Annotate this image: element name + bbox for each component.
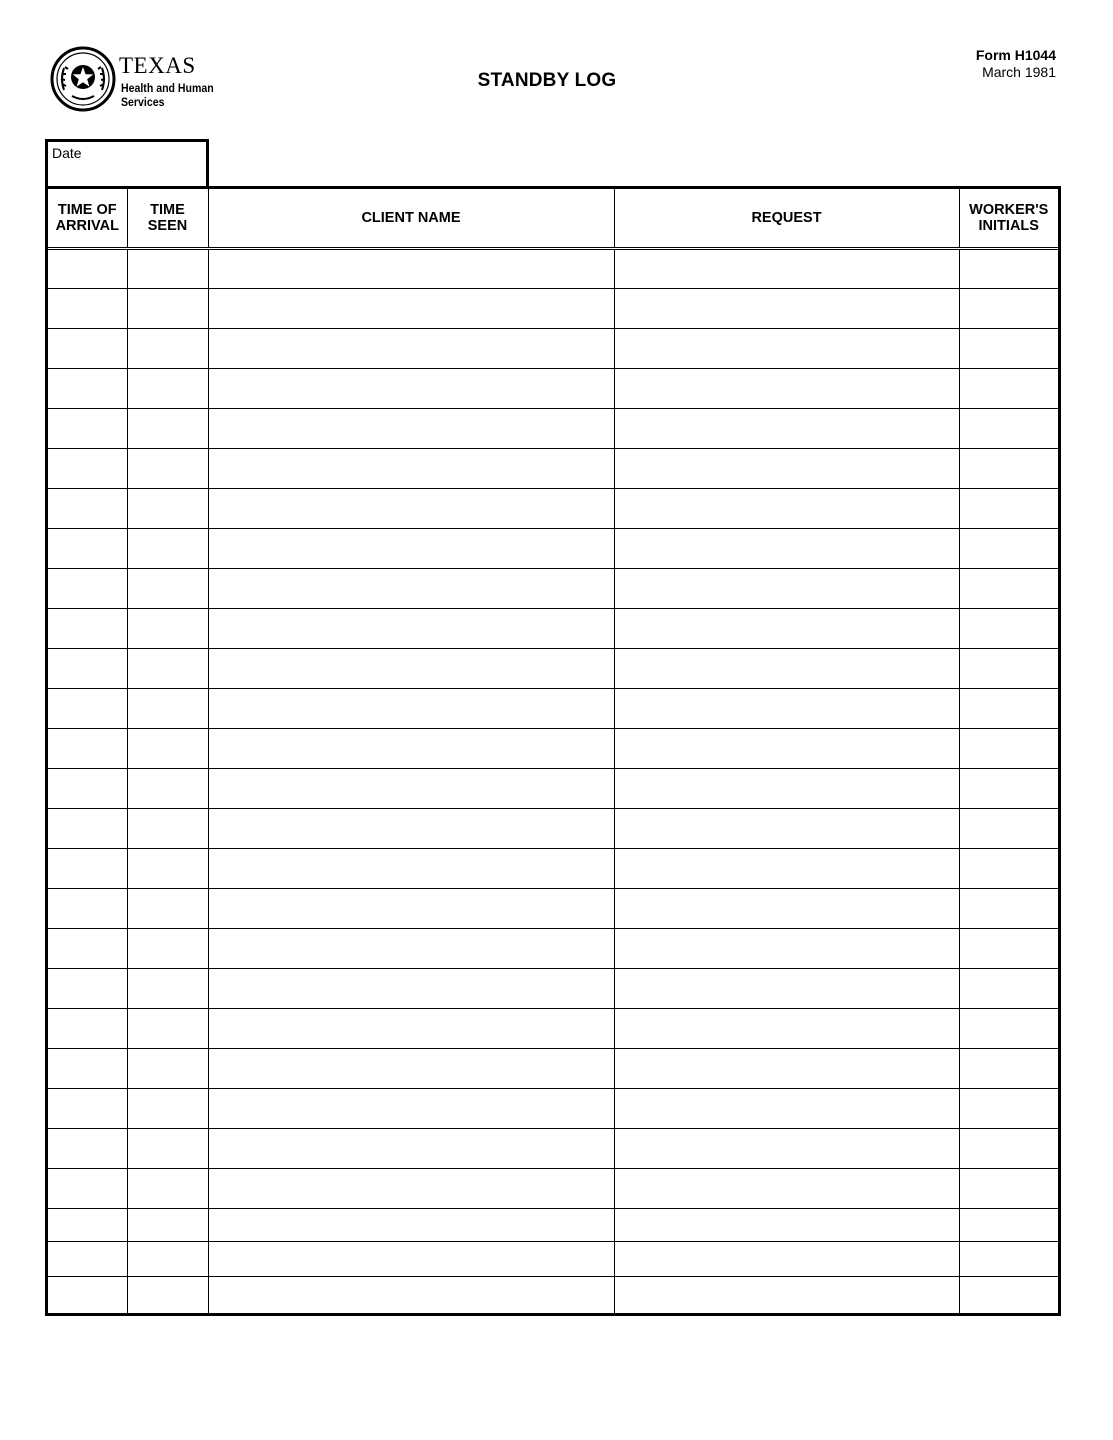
table-row [48,288,1058,328]
client-name-cell[interactable] [208,608,614,648]
client-name-cell[interactable] [208,888,614,928]
table-row [48,608,1058,648]
table-row [48,848,1058,888]
request-cell[interactable] [614,1088,959,1128]
time-seen-cell[interactable] [127,768,208,808]
table-row [48,328,1058,368]
column-header-time-seen: TIME SEEN [127,189,208,248]
time-seen-cell[interactable] [127,448,208,488]
client-name-cell[interactable] [208,408,614,448]
request-cell[interactable] [614,248,959,288]
client-name-cell[interactable] [208,1241,614,1276]
time-seen-cell[interactable] [127,288,208,328]
time-of-arrival-cell[interactable] [48,368,127,408]
logo-subtitle-line1: Health and Human [121,81,214,95]
request-cell[interactable] [614,1128,959,1168]
request-cell[interactable] [614,368,959,408]
time-seen-cell[interactable] [127,1276,208,1316]
table-row [48,1008,1058,1048]
time-seen-cell[interactable] [127,968,208,1008]
client-name-cell[interactable] [208,568,614,608]
time-seen-cell[interactable] [127,528,208,568]
table-row [48,1168,1058,1208]
request-cell[interactable] [614,328,959,368]
workers-initials-cell[interactable] [959,688,1058,728]
time-seen-cell[interactable] [127,1241,208,1276]
workers-initials-cell[interactable] [959,968,1058,1008]
workers-initials-cell[interactable] [959,248,1058,288]
table-row [48,408,1058,448]
client-name-cell[interactable] [208,488,614,528]
workers-initials-cell[interactable] [959,928,1058,968]
time-of-arrival-cell[interactable] [48,248,127,288]
table-row [48,808,1058,848]
workers-initials-cell[interactable] [959,488,1058,528]
client-name-cell[interactable] [208,368,614,408]
column-header-time-of-arrival: TIME OF ARRIVAL [48,189,127,248]
workers-initials-cell[interactable] [959,608,1058,648]
log-table-frame [45,186,1061,1316]
time-of-arrival-cell[interactable] [48,488,127,528]
workers-initials-cell[interactable] [959,1241,1058,1276]
client-name-cell[interactable] [208,648,614,688]
time-of-arrival-cell[interactable] [48,608,127,648]
workers-initials-cell[interactable] [959,408,1058,448]
table-row [48,1048,1058,1088]
table-row [48,488,1058,528]
time-of-arrival-cell[interactable] [48,1008,127,1048]
time-of-arrival-cell[interactable] [48,728,127,768]
request-cell[interactable] [614,1241,959,1276]
client-name-cell[interactable] [208,1128,614,1168]
form-identifier [976,47,1056,81]
column-header-client-name: CLIENT NAME [208,189,614,248]
table-row [48,368,1058,408]
request-cell[interactable] [614,1168,959,1208]
workers-initials-cell[interactable] [959,1276,1058,1316]
time-seen-cell[interactable] [127,1128,208,1168]
table-row [48,1128,1058,1168]
time-of-arrival-cell[interactable] [48,928,127,968]
client-name-cell[interactable] [208,528,614,568]
time-seen-cell[interactable] [127,648,208,688]
request-cell[interactable] [614,608,959,648]
client-name-cell[interactable] [208,968,614,1008]
workers-initials-cell[interactable] [959,648,1058,688]
client-name-cell[interactable] [208,928,614,968]
column-header-workers-initials: WORKER'S INITIALS [959,189,1058,248]
request-cell[interactable] [614,288,959,328]
form-date: March 1981 [982,64,1056,80]
time-seen-cell[interactable] [127,848,208,888]
request-cell[interactable] [614,568,959,608]
time-of-arrival-cell[interactable] [48,848,127,888]
client-name-cell[interactable] [208,1276,614,1316]
logo-title: TEXAS [119,53,196,78]
time-seen-cell[interactable] [127,1048,208,1088]
client-name-cell[interactable] [208,328,614,368]
workers-initials-cell[interactable] [959,1048,1058,1088]
table-row [48,688,1058,728]
workers-initials-cell[interactable] [959,768,1058,808]
table-header-row [48,189,1058,248]
client-name-cell[interactable] [208,688,614,728]
request-cell[interactable] [614,728,959,768]
request-cell[interactable] [614,848,959,888]
request-cell[interactable] [614,688,959,728]
table-row [48,728,1058,768]
workers-initials-cell[interactable] [959,448,1058,488]
table-row [48,1088,1058,1128]
workers-initials-cell[interactable] [959,728,1058,768]
client-name-cell[interactable] [208,1008,614,1048]
time-of-arrival-cell[interactable] [48,328,127,368]
request-cell[interactable] [614,928,959,968]
client-name-cell[interactable] [208,1168,614,1208]
request-cell[interactable] [614,888,959,928]
column-header-request: REQUEST [614,189,959,248]
time-of-arrival-cell[interactable] [48,448,127,488]
logo-subtitle [121,81,214,109]
time-of-arrival-cell[interactable] [48,288,127,328]
workers-initials-cell[interactable] [959,528,1058,568]
time-of-arrival-cell[interactable] [48,888,127,928]
time-seen-cell[interactable] [127,248,208,288]
client-name-cell[interactable] [208,848,614,888]
request-cell[interactable] [614,408,959,448]
workers-initials-cell[interactable] [959,808,1058,848]
time-seen-cell[interactable] [127,1208,208,1241]
table-row [48,1241,1058,1276]
workers-initials-cell[interactable] [959,288,1058,328]
time-of-arrival-cell[interactable] [48,408,127,448]
workers-initials-cell[interactable] [959,1168,1058,1208]
time-of-arrival-cell[interactable] [48,1168,127,1208]
workers-initials-cell[interactable] [959,1208,1058,1241]
time-of-arrival-cell[interactable] [48,1241,127,1276]
client-name-cell[interactable] [208,1048,614,1088]
time-seen-cell[interactable] [127,928,208,968]
time-seen-cell[interactable] [127,808,208,848]
time-seen-cell[interactable] [127,1008,208,1048]
time-seen-cell[interactable] [127,728,208,768]
table-row [48,928,1058,968]
workers-initials-cell[interactable] [959,568,1058,608]
request-cell[interactable] [614,968,959,1008]
time-seen-cell[interactable] [127,888,208,928]
time-seen-cell[interactable] [127,688,208,728]
table-row [48,888,1058,928]
request-cell[interactable] [614,808,959,848]
time-of-arrival-cell[interactable] [48,968,127,1008]
time-seen-cell[interactable] [127,488,208,528]
client-name-cell[interactable] [208,288,614,328]
request-cell[interactable] [614,648,959,688]
request-cell[interactable] [614,488,959,528]
request-cell[interactable] [614,1048,959,1088]
table-body [48,248,1058,1316]
workers-initials-cell[interactable] [959,848,1058,888]
client-name-cell[interactable] [208,1088,614,1128]
time-of-arrival-cell[interactable] [48,808,127,848]
time-seen-cell[interactable] [127,1168,208,1208]
client-name-cell[interactable] [208,768,614,808]
table-row [48,448,1058,488]
client-name-cell[interactable] [208,728,614,768]
time-of-arrival-cell[interactable] [48,1088,127,1128]
request-cell[interactable] [614,768,959,808]
table-row [48,648,1058,688]
time-seen-cell[interactable] [127,608,208,648]
time-seen-cell[interactable] [127,328,208,368]
table-row [48,768,1058,808]
client-name-cell[interactable] [208,808,614,848]
workers-initials-cell[interactable] [959,888,1058,928]
workers-initials-cell[interactable] [959,1128,1058,1168]
table-row [48,528,1058,568]
hhs-logo [50,46,230,114]
time-seen-cell[interactable] [127,1088,208,1128]
time-seen-cell[interactable] [127,368,208,408]
page-title: STANDBY LOG [477,70,617,91]
workers-initials-cell[interactable] [959,368,1058,408]
time-of-arrival-cell[interactable] [48,1208,127,1241]
time-of-arrival-cell[interactable] [48,1048,127,1088]
logo-subtitle-line2: Services [121,95,165,109]
request-cell[interactable] [614,1208,959,1241]
time-of-arrival-cell[interactable] [48,1276,127,1316]
request-cell[interactable] [614,528,959,568]
date-field[interactable] [45,139,209,187]
form-number: Form H1044 [975,47,1056,63]
standby-log-table [48,189,1058,1316]
client-name-cell[interactable] [208,448,614,488]
table-row [48,1208,1058,1241]
table-row [48,568,1058,608]
date-label: Date [52,145,82,161]
workers-initials-cell[interactable] [959,328,1058,368]
table-row [48,248,1058,288]
time-seen-cell[interactable] [127,568,208,608]
time-of-arrival-cell[interactable] [48,768,127,808]
time-of-arrival-cell[interactable] [48,528,127,568]
time-seen-cell[interactable] [127,408,208,448]
table-row [48,1276,1058,1316]
workers-initials-cell[interactable] [959,1008,1058,1048]
texas-seal-icon [50,46,116,112]
client-name-cell[interactable] [208,1208,614,1241]
time-of-arrival-cell[interactable] [48,648,127,688]
time-of-arrival-cell[interactable] [48,688,127,728]
request-cell[interactable] [614,1008,959,1048]
client-name-cell[interactable] [208,248,614,288]
time-of-arrival-cell[interactable] [48,568,127,608]
request-cell[interactable] [614,1276,959,1316]
workers-initials-cell[interactable] [959,1088,1058,1128]
table-row [48,968,1058,1008]
request-cell[interactable] [614,448,959,488]
time-of-arrival-cell[interactable] [48,1128,127,1168]
